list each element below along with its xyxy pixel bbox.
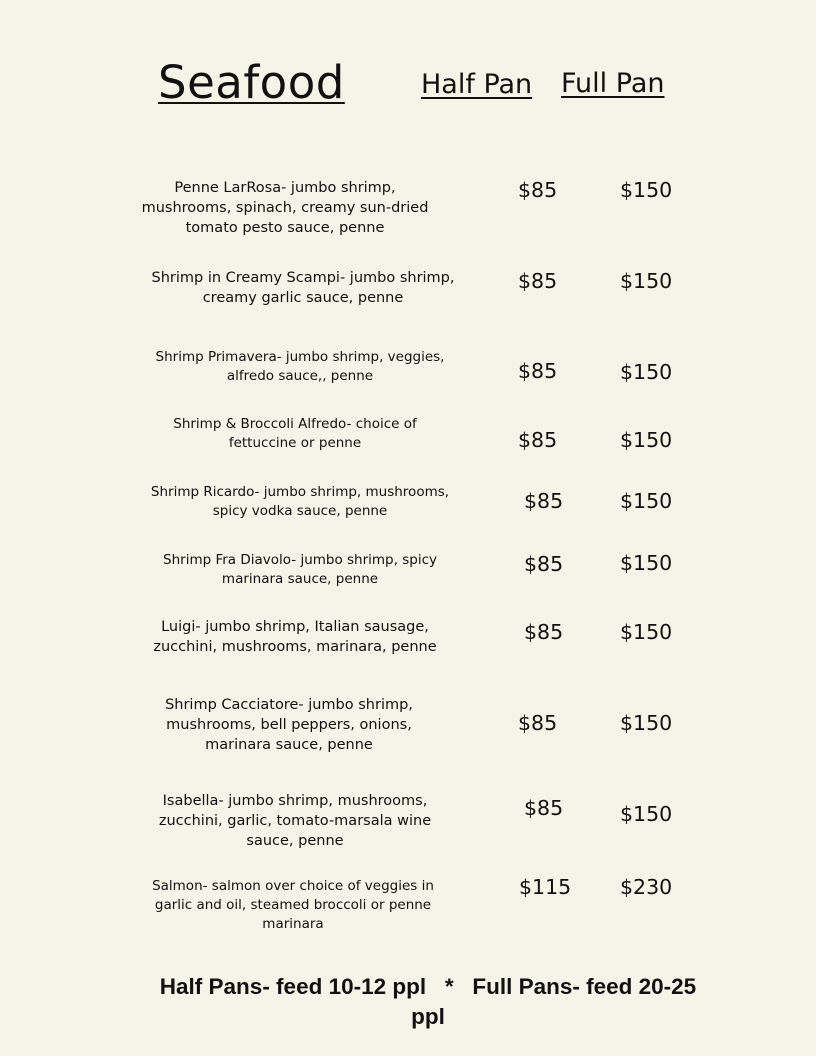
menu-item-description: Shrimp & Broccoli Alfredo- choice of fettuccine or penne [173,416,417,451]
full-pan-price: $150 [620,489,673,513]
half-pan-price: $85 [524,552,564,576]
half-pan-price: $115 [519,875,572,899]
menu-item-description: Shrimp Ricardo- jumbo shrimp, mushrooms, spicy vodka sauce, penne [150,484,450,519]
menu-item-description: Penne LarRosa- jumbo shrimp, mushrooms, spinach, creamy sun-dried tomato pesto sauce, penne [141,180,429,236]
serving-size-note: Half Pans- feed 10-12 ppl * Full Pans- feed 20-25 ppl [159,974,703,1029]
half-pan-price: $85 [524,620,564,644]
full-pan-price: $150 [620,551,673,575]
menu-item-description: Luigi- jumbo shrimp, Italian sausage, zucchini, mushrooms, marinara, penne [153,619,437,655]
full-pan-price: $150 [620,269,673,293]
full-pan-price: $150 [620,711,673,735]
full-pan-price: $230 [620,875,673,899]
full-pan-price: $150 [620,428,673,452]
half-pan-price: $85 [524,796,564,820]
half-pan-price: $85 [518,359,558,383]
menu-item-description: Shrimp in Creamy Scampi- jumbo shrimp, creamy garlic sauce, penne [151,270,455,306]
half-pan-price: $85 [518,269,558,293]
menu-item-description: Isabella- jumbo shrimp, mushrooms, zucchini, garlic, tomato-marsala wine sauce, penne [158,793,432,849]
menu-item-description: Shrimp Fra Diavolo- jumbo shrimp, spicy marinara sauce, penne [163,552,437,587]
half-pan-price: $85 [518,428,558,452]
full-pan-price: $150 [620,620,673,644]
half-pan-price: $85 [518,711,558,735]
half-pan-price: $85 [518,178,558,202]
full-pan-price: $150 [620,178,673,202]
column-header-half-pan: Half Pan [421,69,533,100]
full-pan-price: $150 [620,360,673,384]
menu-item-description: Shrimp Cacciatore- jumbo shrimp, mushrooms, bell peppers, onions, marinara sauce, penne [165,697,413,753]
full-pan-price: $150 [620,802,673,826]
half-pan-price: $85 [524,489,564,513]
page-title: Seafood [158,56,345,109]
menu-item-description: Shrimp Primavera- jumbo shrimp, veggies, alfredo sauce,, penne [155,349,445,384]
menu-item-description: Salmon- salmon over choice of veggies in garlic and oil, steamed broccoli or penne marinara [152,878,434,932]
column-header-full-pan: Full Pan [561,68,665,99]
